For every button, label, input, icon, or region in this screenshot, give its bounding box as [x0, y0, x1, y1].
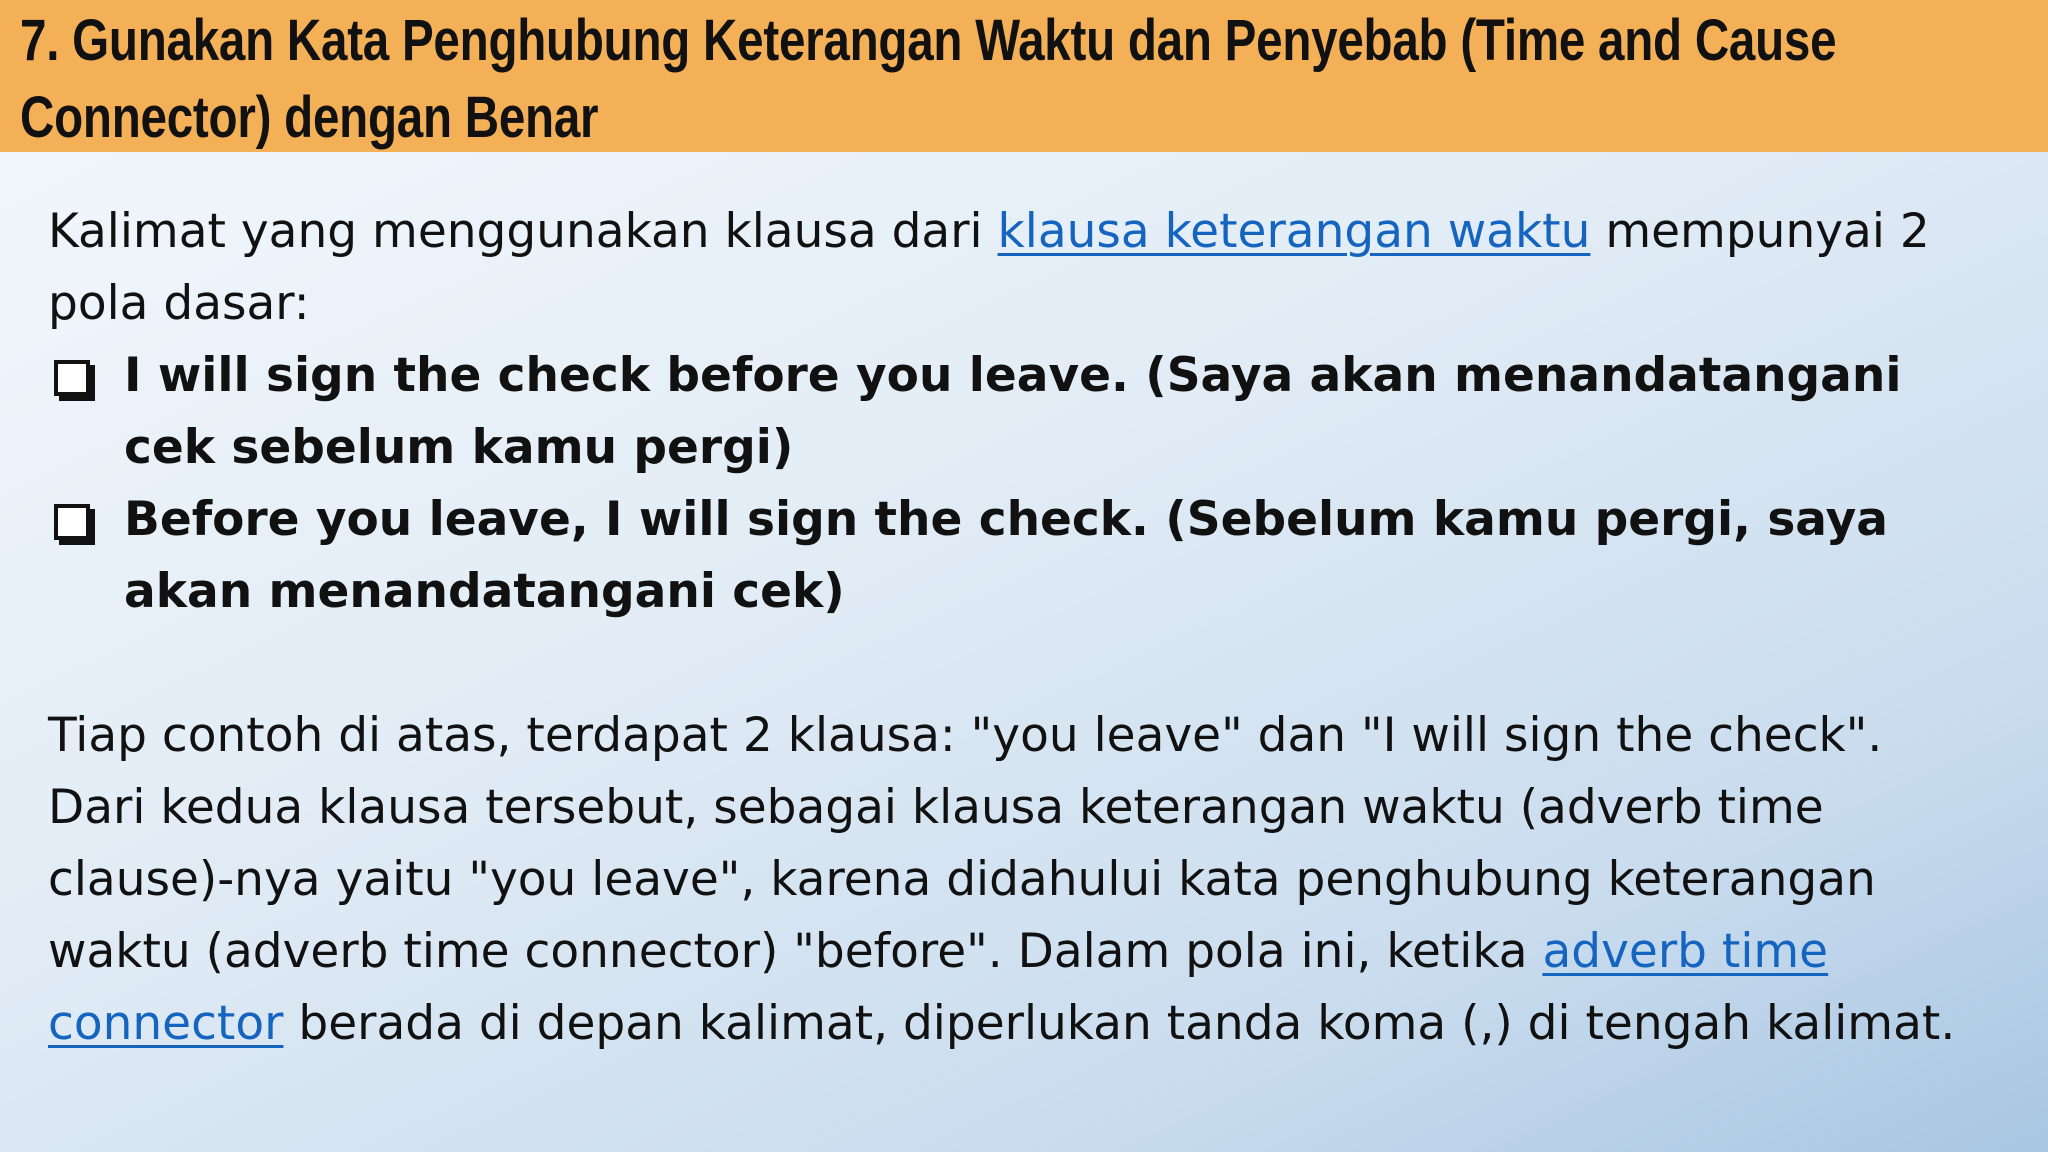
- title-bar: [0, 0, 2048, 152]
- checkbox-bullet-icon: [54, 360, 90, 396]
- example-item: [48, 340, 1924, 484]
- intro-text-start: Kalimat yang menggunakan klausa dari: [48, 204, 998, 259]
- paragraph-spacer: [48, 628, 2008, 700]
- explanation-text-end: berada di depan kalimat, diperlukan tanda koma (,) di tengah kalimat.: [283, 996, 1956, 1051]
- slide-title: 7. Gunakan Kata Penghubung Keterangan Waktu dan Penyebab (Time and Cause Connector) dengan Benar: [20, 8, 1837, 150]
- example-list: [48, 340, 2008, 628]
- intro-paragraph: [48, 196, 1988, 340]
- example-item: [48, 484, 1924, 628]
- klausa-keterangan-waktu-link[interactable]: klausa keterangan waktu: [997, 204, 1591, 259]
- adverb-time-connector-link[interactable]: adverb time connector: [48, 924, 1829, 1051]
- example-text: Before you leave, I will sign the check. (Sebelum kamu pergi, saya akan menandatangani cek): [124, 492, 1888, 619]
- explanation-paragraph: [48, 700, 1988, 1060]
- explanation-text-start: Tiap contoh di atas, terdapat 2 klausa: "you leave" dan "I will sign the check". Dari kedua klausa tersebut, sebagai klausa keterangan waktu (adverb time clause)-nya yaitu "you leave", karena didahului kata penghubung keterangan waktu (adverb time connector) "before". Dalam pola ini, ketika: [48, 708, 1883, 979]
- checkbox-bullet-icon: [54, 504, 90, 540]
- intro-text-end: mempunyai 2 pola dasar:: [48, 204, 1930, 331]
- slide-content: [48, 196, 2008, 1060]
- example-text: I will sign the check before you leave. (Saya akan menandatangani cek sebelum kamu pergi): [124, 348, 1902, 475]
